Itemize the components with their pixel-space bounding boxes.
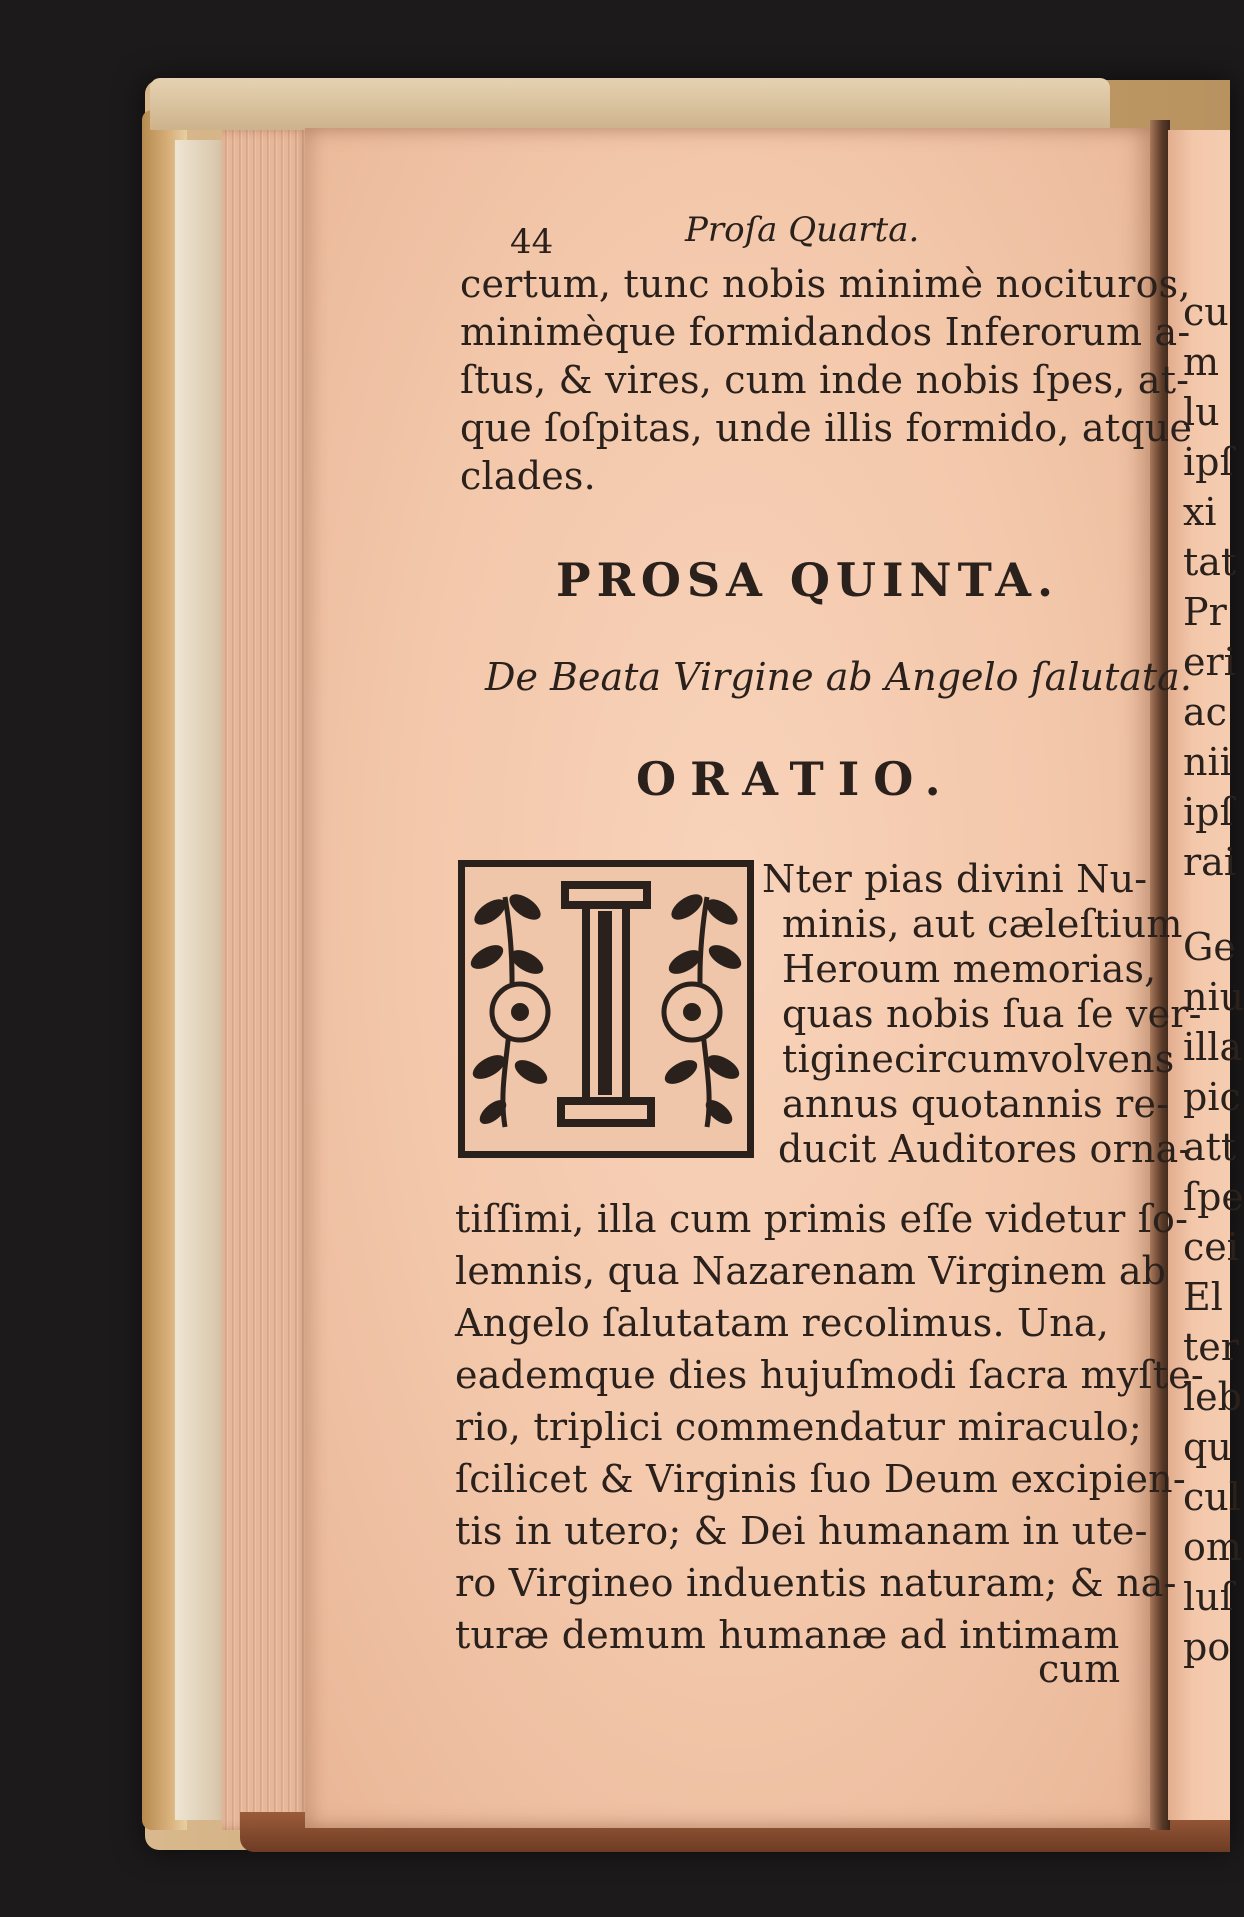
- facing-page-fragment: leb: [1183, 1375, 1242, 1419]
- vellum-cover-top: [150, 78, 1110, 130]
- initial-side-line: tiginecircumvolvens: [782, 1037, 1175, 1081]
- facing-page-fragment: tat: [1183, 540, 1237, 584]
- facing-page-fragment: om: [1183, 1525, 1242, 1569]
- body-line: tis in utero; & Dei humanam in ute-: [455, 1509, 1148, 1553]
- facing-page-fragment: Pr: [1183, 590, 1227, 634]
- body-line: rio, triplici commendatur miraculo;: [455, 1405, 1142, 1449]
- catchword: cum: [1038, 1647, 1121, 1691]
- facing-page-fragment: cul: [1183, 1475, 1241, 1519]
- facing-page-fragment: m: [1183, 340, 1220, 384]
- body-line: ſcilicet & Virginis ſuo Deum excipien-: [455, 1457, 1186, 1501]
- facing-page-fragment: eri: [1183, 640, 1236, 684]
- facing-page-fragment: luſ: [1183, 1575, 1234, 1619]
- facing-page-fragment: po: [1183, 1625, 1231, 1669]
- body-line: lemnis, qua Nazarenam Virginem ab: [455, 1249, 1167, 1293]
- page-number: 44: [510, 222, 554, 262]
- running-head-title: Proſa Quarta.: [685, 210, 920, 250]
- initial-side-line: annus quotannis re-: [782, 1082, 1170, 1126]
- oratio-heading: ORATIO.: [636, 752, 955, 806]
- floral-initial-icon: [465, 867, 747, 1151]
- facing-page-fragment: niu: [1183, 975, 1244, 1019]
- facing-page-fragment: ſpe: [1183, 1175, 1244, 1219]
- facing-page-fragment: lu: [1183, 390, 1220, 434]
- decorated-initial-i: [458, 860, 754, 1158]
- body-line: Angelo ſalutatam recolimus. Una,: [455, 1301, 1110, 1345]
- initial-side-line: quas nobis ſua ſe ver-: [782, 992, 1202, 1036]
- body-line: turæ demum humanæ ad intimam: [455, 1613, 1120, 1657]
- facing-page-fragment: ter: [1183, 1325, 1239, 1369]
- facing-page-fragment: xi: [1183, 490, 1217, 534]
- facing-page-fragment: att: [1183, 1125, 1237, 1169]
- body-line: tiſſimi, illa cum primis eſſe videtur ſo-: [455, 1197, 1189, 1241]
- section-subtitle: De Beata Virgine ab Angelo ſalutata.: [485, 655, 1192, 699]
- facing-page-fragment: cei: [1183, 1225, 1239, 1269]
- facing-page-fragment: ipſ: [1183, 790, 1234, 834]
- facing-page-fragment: nii: [1183, 740, 1232, 784]
- top-paragraph-line: certum, tunc nobis minimè nocituros,: [460, 262, 1191, 306]
- facing-page-fragment: El: [1183, 1275, 1223, 1319]
- facing-page-fragment: rai: [1183, 840, 1236, 884]
- top-paragraph-line: ſtus, & vires, cum inde nobis ſpes, at-: [460, 358, 1190, 402]
- facing-page-fragment: qu: [1183, 1425, 1232, 1469]
- facing-page-fragment: Ge: [1183, 925, 1236, 969]
- body-line: ro Virgineo induentis naturam; & na-: [455, 1561, 1177, 1605]
- top-paragraph-line: que ſoſpitas, unde illis formido, atque: [460, 406, 1193, 450]
- initial-side-line: minis, aut cæleſtium: [782, 902, 1183, 946]
- facing-page-fragment: ipſ: [1183, 440, 1234, 484]
- facing-page-fragment: ac: [1183, 690, 1227, 734]
- section-heading: PROSA QUINTA.: [556, 553, 1059, 607]
- facing-page-fragment: cu: [1183, 290, 1229, 334]
- page-edges: [222, 130, 310, 1830]
- initial-side-line: Nter pias divini Nu-: [762, 857, 1148, 901]
- top-paragraph-line: minimèque formidandos Inferorum a-: [460, 310, 1191, 354]
- initial-side-line: ducit Auditores orna-: [778, 1127, 1192, 1171]
- facing-page-fragment: illa: [1183, 1025, 1243, 1069]
- top-paragraph-line: clades.: [460, 454, 596, 498]
- facing-page-fragment: pic: [1183, 1075, 1241, 1119]
- body-line: eademque dies hujuſmodi ſacra myſte-: [455, 1353, 1204, 1397]
- initial-side-line: Heroum memorias,: [782, 947, 1157, 991]
